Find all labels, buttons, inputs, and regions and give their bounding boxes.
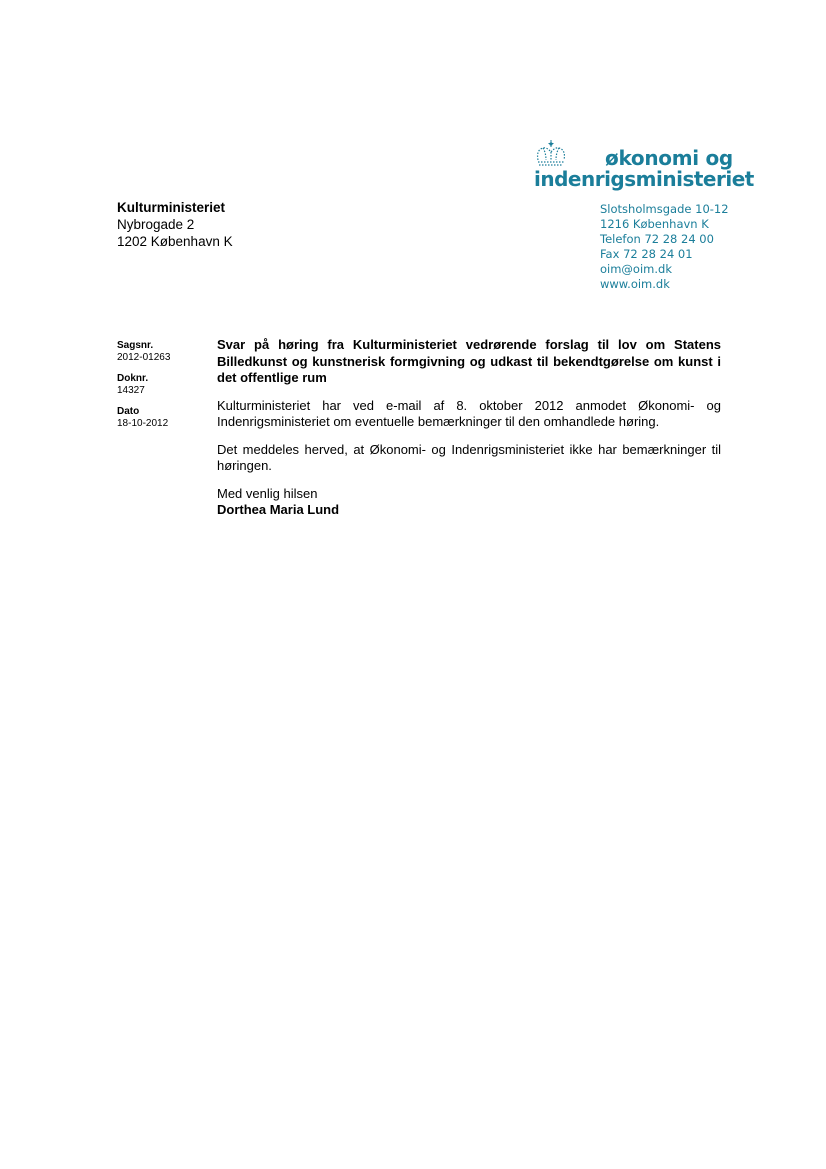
date-group xyxy=(117,406,170,430)
letter-paragraph-2: Det meddeles herved, at Økonomi- og Indenrigsministeriet ikke har bemærkninger til høringen. xyxy=(217,441,721,473)
document-number-group xyxy=(117,373,170,397)
letter-body xyxy=(217,337,721,519)
letter-closing: Med venlig hilsen xyxy=(217,485,318,501)
ministry-logo xyxy=(534,138,754,194)
recipient-city: 1202 København K xyxy=(117,234,233,249)
logo-wordmark-line2: indenrigsministeriet xyxy=(534,167,754,191)
recipient-name: Kulturministeriet xyxy=(117,200,226,215)
document-metadata xyxy=(117,340,170,439)
date-label: Dato xyxy=(117,406,140,417)
sender-email: oim@oim.dk xyxy=(600,262,672,276)
letter-subject: Svar på høring fra Kulturministeriet vedrørende forslag til lov om Statens Billedkunst og kunstnerisk formgivning og udkast til bekendtgørelse om kunst i det offentlige rum xyxy=(217,337,721,385)
case-number-value: 2012-01263 xyxy=(117,352,171,363)
letter-signatory: Dorthea Maria Lund xyxy=(217,502,340,517)
letter-paragraph-1: Kulturministeriet har ved e-mail af 8. oktober 2012 anmodet Økonomi- og Indenrigsministeriet om eventuelle bemærkninger til den omhandlede høring. xyxy=(217,397,721,429)
sender-city: 1216 København K xyxy=(600,217,709,231)
recipient-address-block xyxy=(117,199,233,250)
sender-fax: Fax 72 28 24 01 xyxy=(600,247,693,261)
sender-website: www.oim.dk xyxy=(600,277,670,291)
document-number-label: Doknr. xyxy=(117,373,149,384)
logo-wordmark-line1: økonomi og xyxy=(605,146,733,170)
sender-phone: Telefon 72 28 24 00 xyxy=(600,232,714,246)
sender-street: Slotsholmsgade 10-12 xyxy=(600,202,729,216)
document-number-value: 14327 xyxy=(117,385,145,396)
date-value: 18-10-2012 xyxy=(117,418,169,429)
case-number-label: Sagsnr. xyxy=(117,340,154,351)
case-number-group xyxy=(117,340,170,364)
crown-icon xyxy=(534,138,568,168)
sender-address-block xyxy=(600,202,729,292)
recipient-street: Nybrogade 2 xyxy=(117,217,195,232)
